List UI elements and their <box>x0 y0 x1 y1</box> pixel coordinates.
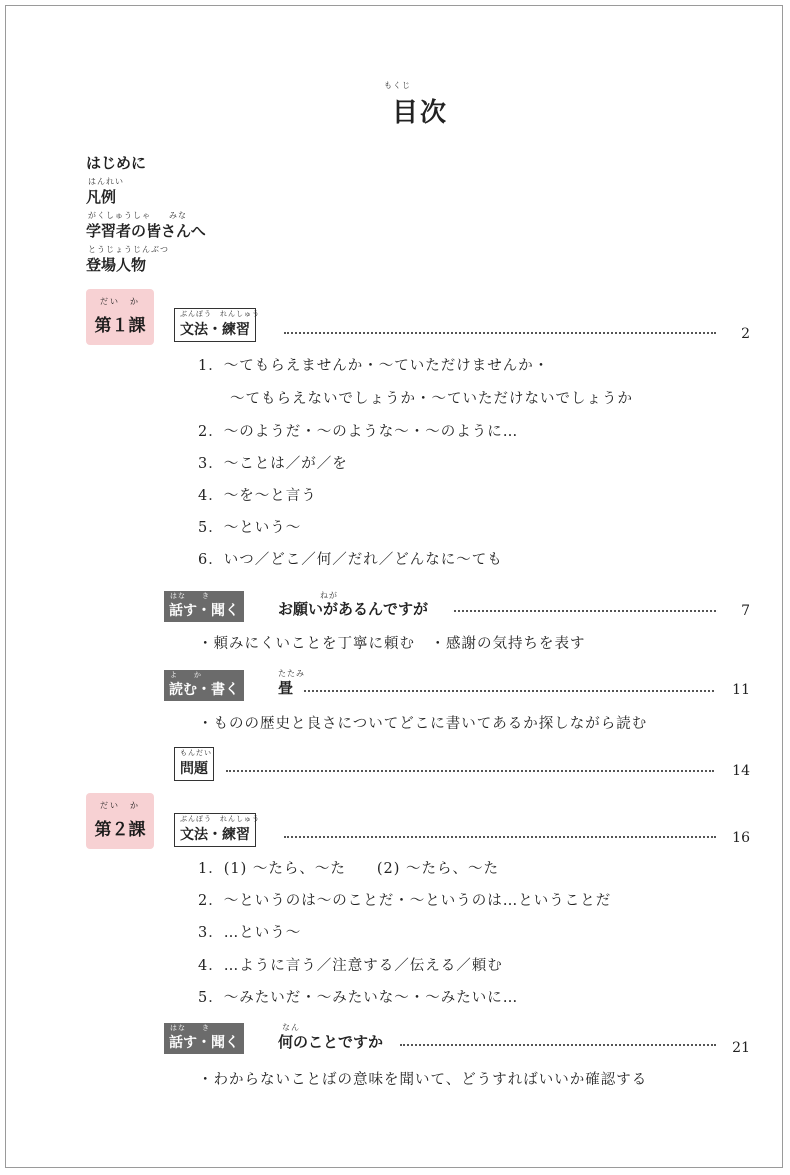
lesson-2-speak-heading-ruby: なん <box>282 1023 300 1032</box>
lesson-2-speak-tag <box>164 1023 244 1054</box>
lesson-1-read-tag <box>164 670 244 701</box>
lesson-1-grammar-page: 2 <box>741 326 750 342</box>
title-ruby: もくじ <box>384 81 411 90</box>
lesson-1-grammar-item: 4．～を～と言う <box>198 488 317 504</box>
leader-dots <box>304 690 714 692</box>
lesson-1-label: 第１課 <box>94 316 146 336</box>
lesson-1-read-tag-label: 読む・書く <box>169 682 239 698</box>
lesson-1-speak-item: ・頼みにくいことを丁寧に頼む ・感謝の気持ちを表す <box>198 636 586 652</box>
leader-dots <box>400 1044 716 1046</box>
intro-item-characters: 登場人物 <box>86 256 147 274</box>
lesson-1-grammar-item: 2．～のようだ・～のような～・～のように… <box>198 424 519 440</box>
lesson-1-read-heading-ruby: たたみ <box>278 669 305 678</box>
lesson-2-ruby: だい か <box>100 801 140 810</box>
lesson-1-grammar-item: ～てもらえないでしょうか・～ていただけないでしょうか <box>230 391 633 407</box>
lesson-1-problem-tag <box>174 747 214 781</box>
lesson-2-grammar-item: 1．(1) ～たら、～た (2) ～たら、～た <box>198 861 500 877</box>
intro-ruby-legend: はんれい <box>88 177 124 186</box>
lesson-2-grammar-tag-label: 文法・練習 <box>180 827 250 843</box>
lesson-2-grammar-tag <box>174 813 260 847</box>
lesson-2-speak-item: ・わからないことばの意味を聞いて、どうすればいいか確認する <box>198 1072 648 1088</box>
intro-ruby-characters: とうじょうじんぶつ <box>88 245 169 254</box>
lesson-2-speak-tag-ruby: はな き <box>170 1024 210 1032</box>
leader-dots <box>226 770 714 772</box>
intro-item-legend: 凡例 <box>86 188 117 206</box>
lesson-1-read-heading: 畳 <box>278 679 294 697</box>
leader-dots <box>284 836 716 838</box>
lesson-1-problem-page: 14 <box>732 763 750 779</box>
lesson-2-grammar-item: 5．～みたいだ・～みたいな～・～みたいに… <box>198 990 519 1006</box>
lesson-2-grammar-item: 3．…という～ <box>198 925 302 941</box>
lesson-1-problem-tag-label: 問題 <box>180 761 208 777</box>
page-title: 目次 <box>392 98 449 128</box>
intro-item-preface: はじめに <box>86 154 147 172</box>
toc-page <box>5 5 783 1168</box>
leader-dots <box>454 610 716 612</box>
lesson-2-grammar-page: 16 <box>732 830 750 846</box>
lesson-1-grammar-item: 6．いつ／どこ／何／だれ／どんなに～ても <box>198 552 503 568</box>
lesson-1-speak-tag-label: 話す・聞く <box>169 603 239 619</box>
lesson-1-problem-tag-ruby: もんだい <box>180 749 212 757</box>
lesson-1-ruby: だい か <box>100 297 140 306</box>
lesson-1-read-item: ・ものの歴史と良さについてどこに書いてあるか探しながら読む <box>198 716 648 732</box>
lesson-2-grammar-item: 4．…ように言う／注意する／伝える／頼む <box>198 958 503 974</box>
lesson-1-badge <box>86 289 154 345</box>
lesson-2-label: 第２課 <box>94 820 146 840</box>
lesson-2-speak-tag-label: 話す・聞く <box>169 1035 239 1051</box>
lesson-1-read-tag-ruby: よ か <box>170 671 202 679</box>
lesson-2-speak-page: 21 <box>732 1040 750 1056</box>
lesson-1-speak-heading: お願いがあるんですが <box>278 600 429 618</box>
lesson-2-badge <box>86 793 154 849</box>
lesson-2-grammar-tag-ruby: ぶんぽう れんしゅう <box>180 815 260 823</box>
lesson-1-grammar-tag-label: 文法・練習 <box>180 322 250 338</box>
intro-item-learners: 学習者の皆さんへ <box>86 222 206 240</box>
leader-dots <box>284 332 716 334</box>
lesson-1-grammar-item: 3．～ことは／が／を <box>198 456 348 472</box>
lesson-1-read-page: 11 <box>732 682 750 698</box>
lesson-2-grammar-item: 2．～というのは～のことだ・～というのは…ということだ <box>198 893 612 909</box>
lesson-1-grammar-tag <box>174 308 260 342</box>
lesson-1-grammar-tag-ruby: ぶんぽう れんしゅう <box>180 310 260 318</box>
lesson-1-speak-page: 7 <box>741 603 750 619</box>
lesson-1-speak-tag-ruby: はな き <box>170 592 210 600</box>
lesson-2-speak-heading: 何のことですか <box>278 1033 384 1051</box>
lesson-1-speak-tag <box>164 591 244 622</box>
lesson-1-grammar-item: 1．～てもらえませんか・～ていただけませんか・ <box>198 358 550 374</box>
intro-ruby-learners: がくしゅうしゃ みな <box>88 211 187 220</box>
lesson-1-speak-heading-ruby: ねが <box>320 591 338 600</box>
lesson-1-grammar-item: 5．～という～ <box>198 520 302 536</box>
